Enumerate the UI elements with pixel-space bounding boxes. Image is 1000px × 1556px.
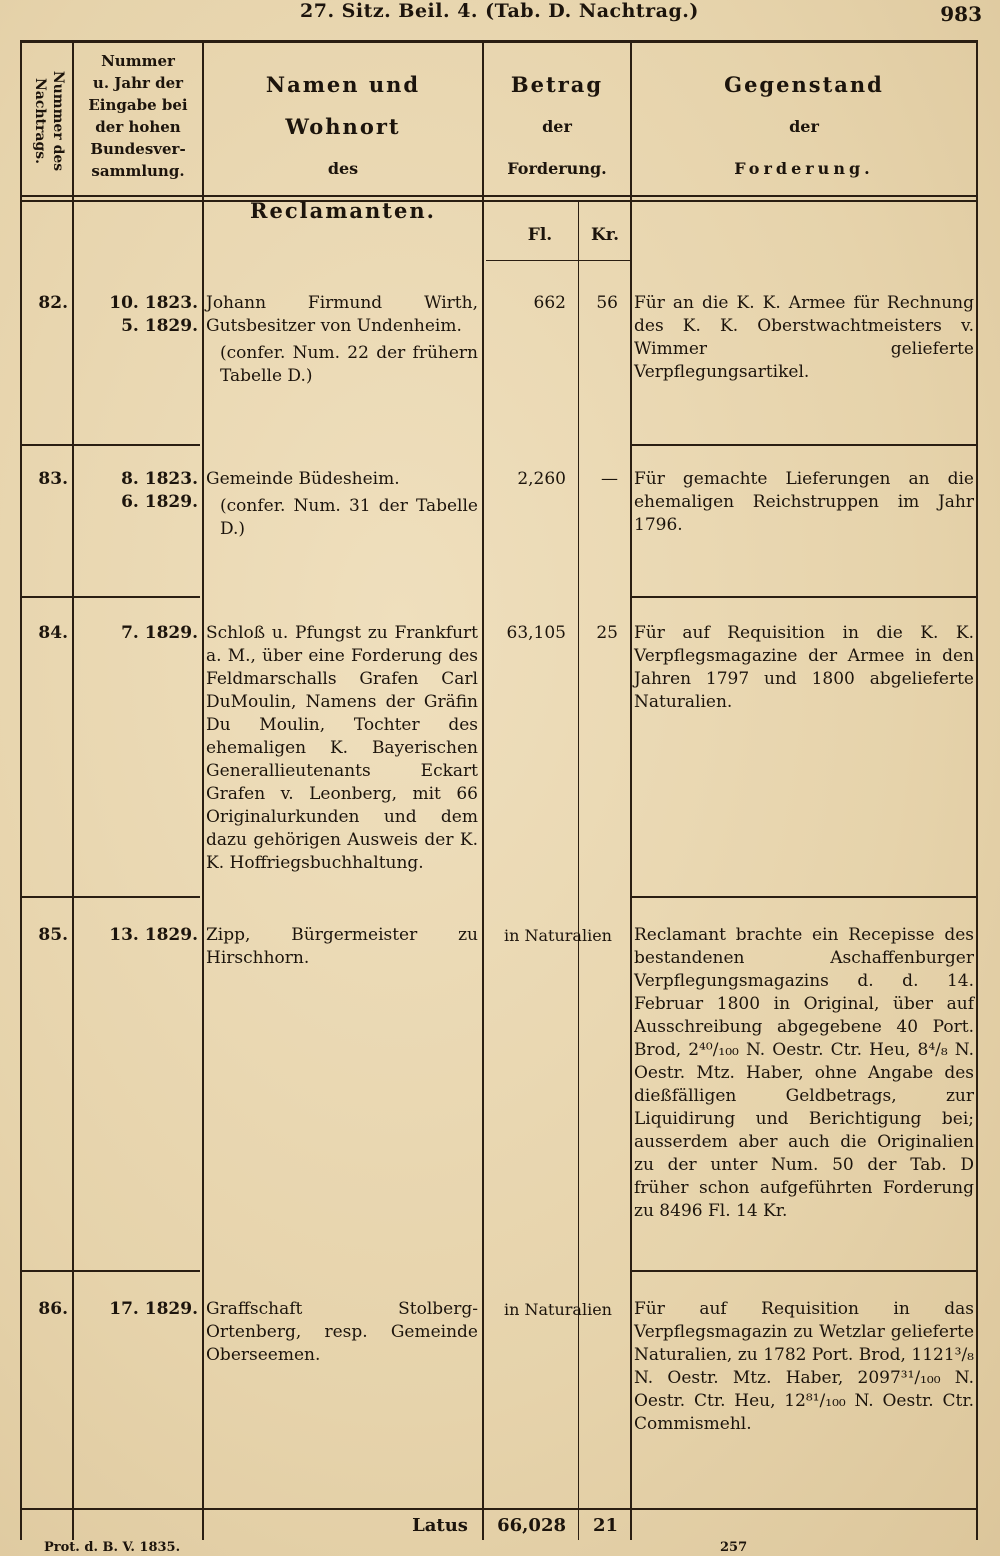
col-rule xyxy=(630,40,632,1540)
row-rule xyxy=(20,1270,200,1272)
fl-header: Fl. xyxy=(527,225,553,245)
row-rule xyxy=(20,896,200,898)
running-head xyxy=(0,0,1000,26)
kr-header: Kr. xyxy=(590,225,620,245)
row-gegenstand: Für auf Requisition in das Verpflegsmagazin zu Wetzlar gelieferte Naturalien, zu 1782 Port. Brod, 1121³/₈ N. Oestr. Mtz. Haber, 2097³¹/₁₀₀ N. Oestr. Ctr. Heu, 12⁸¹/₁₀₀ N. Oestr. Ctr. Commismehl. xyxy=(634,1299,974,1434)
row-nr: 86. xyxy=(38,1299,68,1319)
row-name: Johann Firmund Wirth, Gutsbesitzer von Undenheim. (confer. Num. 22 der frühern Tabelle D.) xyxy=(206,293,478,386)
header-col-namen: Namen und Wohnort des Reclamanten. xyxy=(250,72,436,223)
row-fl: 63,105 xyxy=(506,623,566,643)
row-gegenstand: Für gemachte Lieferungen an die ehemaligen Reichstruppen im Jahr 1796. xyxy=(634,469,974,535)
col-rule xyxy=(976,40,978,1540)
fl-kr-rule xyxy=(486,260,630,261)
row-rule xyxy=(632,1270,978,1272)
header-rule-2 xyxy=(20,200,978,202)
row-kr: 56 xyxy=(596,293,618,313)
table-top-rule xyxy=(20,40,978,43)
row-nr: 83. xyxy=(38,469,68,489)
row-fl: in Naturalien xyxy=(504,1300,612,1319)
row-eingabe: 10. 1823. 5. 1829. xyxy=(109,293,198,336)
row-gegenstand: Für auf Requisition in die K. K. Verpflegsmagazine der Armee in den Jahren 1797 und 1800 abgelieferte Naturalien. xyxy=(634,623,974,712)
row-name: Schloß u. Pfungst zu Frankfurt a. M., über eine Forderung des Feldmarschalls Grafen Carl DuMoulin, Namens der Gräfin Du Moulin, Tochter des ehemaligen K. Bayerischen Generallieutenants Eckart Grafen v. Leonberg, mit 66 Originalurkunden und dem dazu gehörigen Ausweis der K. K. Hoffriegsbuchhaltung. xyxy=(206,623,478,873)
row-nr: 82. xyxy=(38,293,68,313)
row-rule xyxy=(20,596,200,598)
latus-rule xyxy=(20,1508,978,1510)
latus-fl: 66,028 xyxy=(497,1515,566,1536)
footer-left: Prot. d. B. V. 1835. xyxy=(44,1540,181,1555)
row-kr: 25 xyxy=(596,623,618,643)
footer-right: 257 xyxy=(720,1540,748,1555)
row-gegenstand: Für an die K. K. Armee für Rechnung des K. K. Oberstwachtmeisters v. Wimmer gelieferte Verpflegungsartikel. xyxy=(634,293,974,382)
row-fl: in Naturalien xyxy=(504,926,612,945)
row-fl: 2,260 xyxy=(517,469,566,489)
claims-table xyxy=(20,40,978,1540)
header-col-gegenstand: Gegenstand der Forderung. xyxy=(724,72,884,178)
row-gegenstand: Reclamant brachte ein Recepisse des bestandenen Aschaffenburger Verpflegungsmagazins d. d. 14. Februar 1800 in Original, über auf Ausschreibung abgegebene 40 Port. Brod, 2⁴⁰/₁₀₀ N. Oestr. Ctr. Heu, 8⁴/₈ N. Oestr. Mtz. Haber, ohne Angabe des dießfälligen Geldbetrags, zur Liquidirung und Berichtigung bei; ausserdem aber auch die Originalien zu der unter Num. 50 der Tab. D früher schon aufgeführten Forderung zu 8496 Fl. 14 Kr. xyxy=(634,925,974,1221)
row-eingabe: 8. 1823. 6. 1829. xyxy=(121,469,198,512)
col-rule xyxy=(482,40,484,1540)
row-rule xyxy=(632,444,978,446)
row-kr: — xyxy=(601,469,618,489)
row-name: Graffschaft Stolberg-Ortenberg, resp. Gemeinde Oberseemen. xyxy=(206,1299,478,1365)
running-head-title: 27. Sitz. Beil. 4. (Tab. D. Nachtrag.) xyxy=(300,0,699,22)
header-col-nachtrag: Nummer des Nachtrags. xyxy=(31,70,66,172)
row-rule xyxy=(632,896,978,898)
row-nr: 84. xyxy=(38,623,68,643)
row-name: Zipp, Bürgermeister zu Hirschhorn. xyxy=(206,925,478,968)
header-col-eingabe: Nummer u. Jahr der Eingabe bei der hohen Bundesver- sammlung. xyxy=(88,52,188,180)
col-rule xyxy=(202,40,204,1540)
row-rule xyxy=(632,596,978,598)
row-nr: 85. xyxy=(38,925,68,945)
row-eingabe: 17. 1829. xyxy=(109,1299,198,1319)
row-eingabe: 7. 1829. xyxy=(121,623,198,643)
latus-label: Latus xyxy=(412,1515,468,1536)
col-rule xyxy=(20,40,22,1540)
col-rule xyxy=(72,40,74,1540)
latus-kr: 21 xyxy=(592,1515,618,1536)
header-rule-1 xyxy=(20,195,978,197)
row-eingabe: 13. 1829. xyxy=(109,925,198,945)
row-fl: 662 xyxy=(533,293,566,313)
row-rule xyxy=(20,444,200,446)
page-number: 983 xyxy=(940,2,982,26)
col-rule xyxy=(578,202,579,1540)
header-col-betrag: Betrag der Forderung. xyxy=(507,72,607,178)
row-name: Gemeinde Büdesheim. (confer. Num. 31 der Tabelle D.) xyxy=(206,469,478,539)
